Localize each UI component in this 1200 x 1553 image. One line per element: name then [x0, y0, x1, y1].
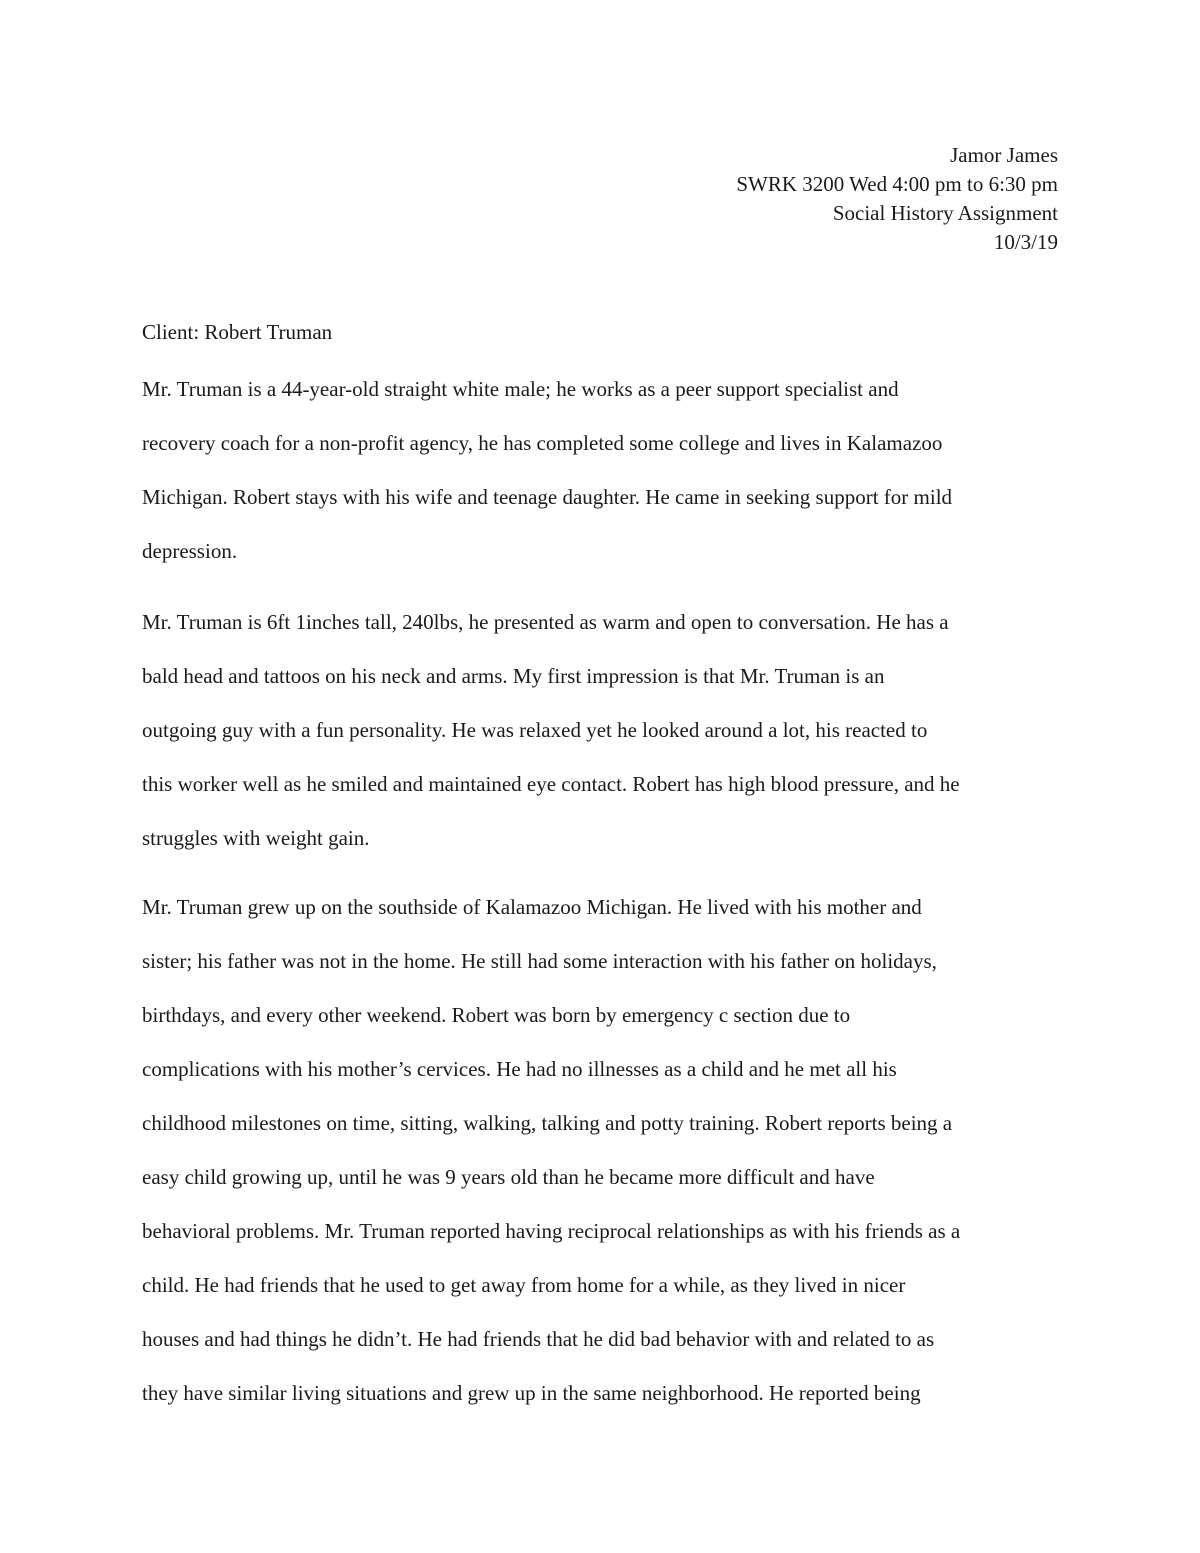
text-line: birthdays, and every other weekend. Robert was born by emergency c section due to — [142, 1003, 851, 1027]
text-line: depression. — [142, 539, 238, 563]
text-line: child. He had friends that he used to get away from home for a while, as they lived in nicer — [142, 1273, 906, 1297]
text-line: outgoing guy with a fun personality. He was relaxed yet he looked around a lot, his reacted to — [142, 718, 928, 742]
text-line: Mr. Truman grew up on the southside of Kalamazoo Michigan. He lived with his mother and — [142, 895, 922, 919]
text-line: struggles with weight gain. — [142, 826, 370, 850]
assignment-title: Social History Assignment — [832, 201, 1058, 225]
text-line: recovery coach for a non-profit agency, he has completed some college and lives in Kalamazoo — [142, 431, 943, 455]
text-line: childhood milestones on time, sitting, walking, talking and potty training. Robert reports being a — [142, 1111, 953, 1135]
course-info: SWRK 3200 Wed 4:00 pm to 6:30 pm — [736, 172, 1058, 196]
text-line: behavioral problems. Mr. Truman reported having reciprocal relationships as with his friends as a — [142, 1219, 961, 1243]
client-line: Client: Robert Truman — [142, 320, 333, 344]
paragraph-intro — [142, 373, 1082, 589]
assignment-date: 10/3/19 — [993, 230, 1058, 254]
text-line: Michigan. Robert stays with his wife and teenage daughter. He came in seeking support for mild — [142, 485, 953, 509]
text-line: houses and had things he didn’t. He had friends that he did bad behavior with and related to as — [142, 1327, 935, 1351]
paragraph-childhood — [142, 891, 1082, 1431]
text-line: complications with his mother’s cervices. He had no illnesses as a child and he met all his — [142, 1057, 897, 1081]
text-line: Mr. Truman is 6ft 1inches tall, 240lbs, he presented as warm and open to conversation. He has a — [142, 610, 949, 634]
text-line: sister; his father was not in the home. He still had some interaction with his father on holidays, — [142, 949, 937, 973]
text-line: easy child growing up, until he was 9 years old than he became more difficult and have — [142, 1165, 875, 1189]
header-block — [736, 141, 1058, 257]
author-name: Jamor James — [950, 143, 1058, 167]
text-line: they have similar living situations and grew up in the same neighborhood. He reported being — [142, 1381, 921, 1405]
text-line: this worker well as he smiled and maintained eye contact. Robert has high blood pressure, and he — [142, 772, 960, 796]
text-line: Mr. Truman is a 44-year-old straight white male; he works as a peer support specialist and — [142, 377, 899, 401]
text-line: bald head and tattoos on his neck and arms. My first impression is that Mr. Truman is an — [142, 664, 885, 688]
paragraph-presentation — [142, 606, 1082, 876]
